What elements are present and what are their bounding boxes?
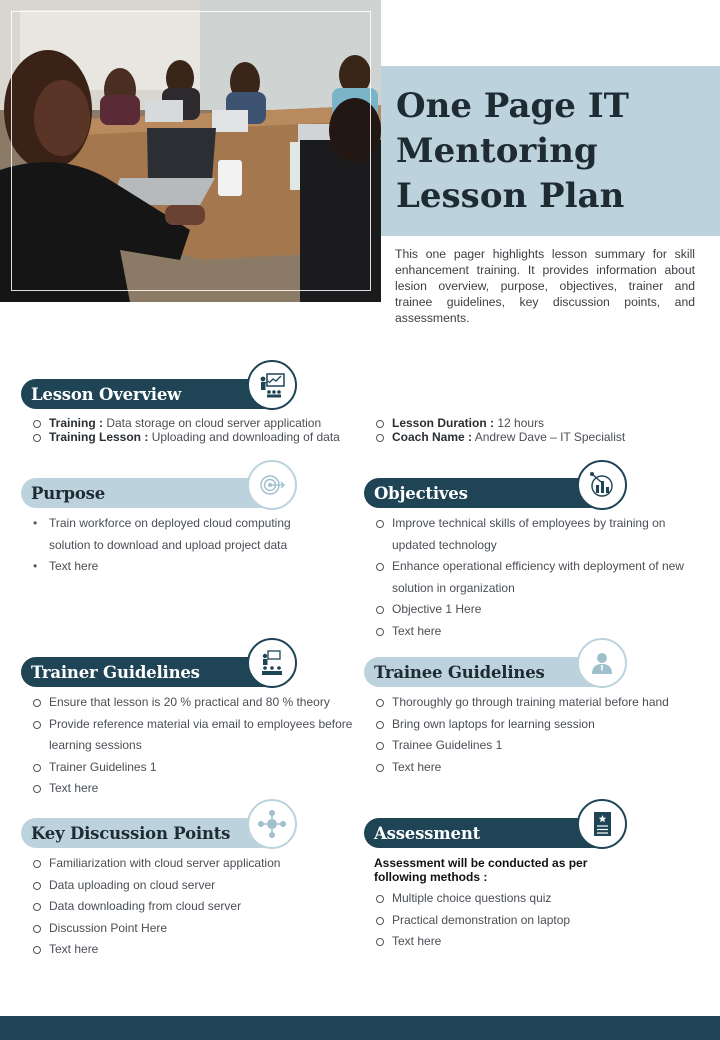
person-icon — [587, 648, 617, 678]
purpose-heading: Purpose — [31, 483, 106, 503]
list-item: • Text here — [31, 556, 311, 578]
list-item: Improve technical skills of employees by training on updated technology — [374, 513, 694, 556]
objectives-badge — [577, 460, 627, 510]
trainer-audience-icon — [257, 648, 287, 678]
trainee-guidelines-list — [374, 692, 694, 778]
target-arrow-icon — [257, 470, 287, 500]
intro-paragraph: This one pager highlights lesson summary for skill enhancement training. It provides information about lesion overview, purpose, objectives, trainer and trainee guidelines, key discussion points, and assessments. — [395, 247, 695, 325]
lesson-overview-header — [21, 379, 276, 409]
purpose-badge — [247, 460, 297, 510]
list-item: Data uploading on cloud server — [31, 875, 361, 897]
assessment-header — [364, 818, 606, 848]
list-item: Provide reference material via email to employees before learning sessions — [31, 714, 361, 757]
trainer-guidelines-header — [21, 657, 276, 687]
list-item: Lesson Duration : 12 hours — [374, 416, 694, 430]
list-item: • Train workforce on deployed cloud computing solution to download and upload project data — [31, 513, 311, 556]
page-title: One Page IT Mentoring Lesson Plan — [396, 86, 629, 216]
objectives-header — [364, 478, 606, 508]
lesson-overview-right-list — [374, 416, 694, 444]
trainer-guidelines-badge — [247, 638, 297, 688]
list-item: Training : Data storage on cloud server application — [31, 416, 371, 430]
list-item: Discussion Point Here — [31, 918, 361, 940]
list-item: Multiple choice questions quiz — [374, 888, 694, 910]
list-item: Trainer Guidelines 1 — [31, 757, 361, 779]
list-item: Training Lesson : Uploading and downloading of data — [31, 430, 371, 444]
purpose-header — [21, 478, 276, 508]
trainee-guidelines-heading: Trainee Guidelines — [374, 662, 545, 682]
list-item: Thoroughly go through training material before hand — [374, 692, 694, 714]
assessment-lead-text: Assessment will be conducted as per following methods : — [374, 856, 588, 884]
objectives-heading: Objectives — [374, 483, 468, 503]
key-discussion-badge — [247, 799, 297, 849]
list-item: Objective 1 Here — [374, 599, 694, 621]
lesson-overview-heading: Lesson Overview — [31, 384, 182, 404]
list-item: Text here — [31, 778, 361, 800]
hero-photo-meeting — [0, 0, 381, 302]
list-item: Text here — [374, 931, 694, 953]
target-chart-icon — [587, 470, 617, 500]
lesson-overview-left-list — [31, 416, 371, 444]
photo-frame — [11, 11, 371, 291]
trainee-guidelines-badge — [577, 638, 627, 688]
assessment-list — [374, 888, 694, 953]
list-item: Coach Name : Andrew Dave – IT Specialist — [374, 430, 694, 444]
key-discussion-header — [21, 818, 276, 848]
purpose-list — [31, 513, 311, 578]
key-discussion-heading: Key Discussion Points — [31, 823, 231, 843]
list-item: Data downloading from cloud server — [31, 896, 361, 918]
list-item: Text here — [374, 757, 694, 779]
trainer-guidelines-list — [31, 692, 361, 800]
trainer-guidelines-heading: Trainer Guidelines — [31, 662, 200, 682]
list-item: Practical demonstration on laptop — [374, 910, 694, 932]
list-item: Ensure that lesson is 20 % practical and 80 % theory — [31, 692, 361, 714]
list-item: Familiarization with cloud server application — [31, 853, 361, 875]
presentation-board-icon — [257, 370, 287, 400]
trainee-guidelines-header — [364, 657, 606, 687]
assessment-badge — [577, 799, 627, 849]
lesson-overview-badge — [247, 360, 297, 410]
network-hub-icon — [257, 809, 287, 839]
list-item: Trainee Guidelines 1 — [374, 735, 694, 757]
objectives-list — [374, 513, 694, 642]
key-discussion-list — [31, 853, 361, 961]
list-item: Bring own laptops for learning session — [374, 714, 694, 736]
footer-bar — [0, 1016, 720, 1040]
assessment-heading: Assessment — [374, 823, 481, 843]
list-item: Text here — [31, 939, 361, 961]
list-item: Text here — [374, 621, 694, 643]
checklist-icon — [587, 809, 617, 839]
list-item: Enhance operational efficiency with deployment of new solution in organization — [374, 556, 694, 599]
